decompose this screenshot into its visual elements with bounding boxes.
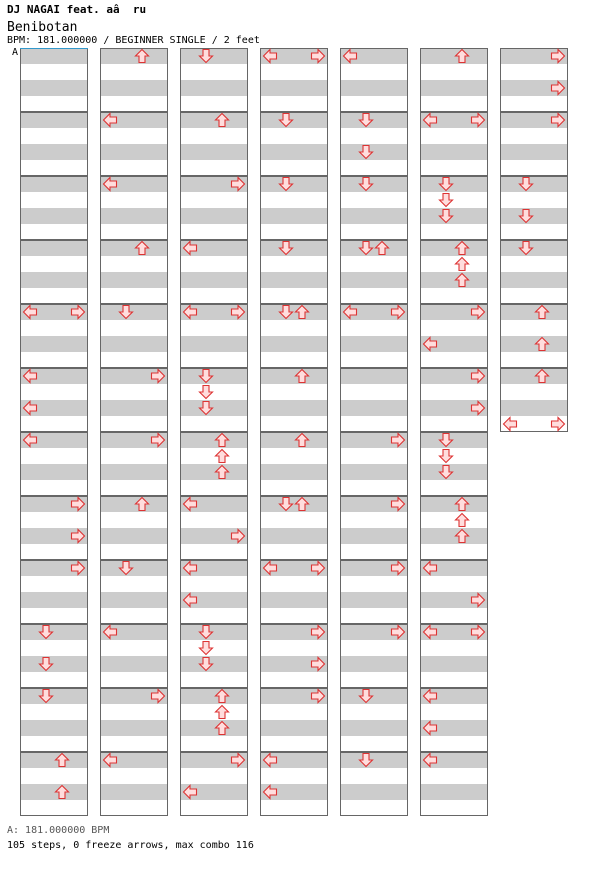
measure [180,432,248,496]
measure [180,368,248,432]
measure [100,304,168,368]
measure-stripe [340,528,408,544]
measure-stripe [100,784,168,800]
measure-stripe [340,336,408,352]
measure-stripe [100,592,168,608]
measure-stripe [100,272,168,288]
measure-stripe [180,400,248,416]
measure-stripe [180,624,248,640]
measure-stripe [100,144,168,160]
measure [340,240,408,304]
measure-stripe [180,688,248,704]
measure [420,496,488,560]
measure-stripe [500,272,568,288]
measure-stripe [420,48,488,64]
measure-stripe [100,80,168,96]
measure [100,48,168,112]
measure-stripe [20,624,88,640]
measure-stripe [260,400,328,416]
measure [20,48,88,112]
measure-stripe [20,240,88,256]
song-title: Benibotan [7,20,78,35]
measure-stripe [100,656,168,672]
measure-stripe [100,48,168,64]
measure-stripe [260,368,328,384]
measure-stripe [20,48,88,64]
measure-stripe [100,240,168,256]
measure [20,176,88,240]
measure [20,688,88,752]
measure [260,304,328,368]
measure-stripe [260,720,328,736]
measure [100,496,168,560]
measure [260,432,328,496]
measure [420,432,488,496]
measure-stripe [180,368,248,384]
measure [260,112,328,176]
measure-stripe [20,272,88,288]
measure-stripe [420,656,488,672]
measure-stripe [100,304,168,320]
measure [340,688,408,752]
measure [340,752,408,816]
measure [420,48,488,112]
measure-stripe [500,240,568,256]
measure-stripe [180,432,248,448]
measure-stripe [340,112,408,128]
measure-stripe [420,464,488,480]
measure-stripe [20,176,88,192]
measure [340,176,408,240]
measure-stripe [180,48,248,64]
measure-stripe [100,400,168,416]
measure-stripe [260,304,328,320]
measure-stripe [20,464,88,480]
measure [20,752,88,816]
measure-stripe [20,336,88,352]
step-arrow-up [216,706,229,719]
measure-stripe [420,496,488,512]
measure-stripe [260,592,328,608]
measure-stripe [180,112,248,128]
measure-stripe [260,176,328,192]
measure-stripe [20,208,88,224]
measure [420,240,488,304]
measure-stripe [340,208,408,224]
measure-stripe [500,400,568,416]
measure-stripe [100,336,168,352]
measure-stripe [20,112,88,128]
measure-stripe [180,464,248,480]
step-arrow-up [456,258,469,271]
measure-stripe [340,176,408,192]
measure [500,240,568,304]
measure-stripe [260,528,328,544]
measure-stripe [500,304,568,320]
measure-stripe [340,688,408,704]
bpm-info: A: 181.000000 BPM [7,825,110,836]
step-arrow-down [440,450,453,463]
measure [260,496,328,560]
measure-stripe [100,496,168,512]
measure-stripe [340,464,408,480]
measure-stripe [260,432,328,448]
measure-stripe [260,144,328,160]
measure-stripe [180,80,248,96]
measure-stripe [20,592,88,608]
measure-stripe [340,368,408,384]
measure-stripe [340,240,408,256]
measure [20,112,88,176]
measure-stripe [20,720,88,736]
measure-stripe [100,528,168,544]
measure [100,560,168,624]
measure-stripe [260,208,328,224]
measure-stripe [260,80,328,96]
measure-stripe [260,336,328,352]
measure-stripe [180,720,248,736]
chart-stats: 105 steps, 0 freeze arrows, max combo 116 [7,840,254,851]
measure-stripe [500,208,568,224]
measure-stripe [180,144,248,160]
measure-stripe [420,528,488,544]
measure [260,240,328,304]
measure-stripe [420,240,488,256]
measure-stripe [340,784,408,800]
measure [500,304,568,368]
step-arrow-down [440,194,453,207]
measure-stripe [20,784,88,800]
measure-stripe [500,144,568,160]
measure-stripe [340,400,408,416]
measure [500,176,568,240]
measure-stripe [340,592,408,608]
measure-stripe [20,688,88,704]
measure-stripe [340,80,408,96]
measure-stripe [180,336,248,352]
measure-stripe [420,176,488,192]
measure [340,368,408,432]
measure-stripe [20,752,88,768]
measure-stripe [100,560,168,576]
measure-stripe [420,208,488,224]
measure-stripe [260,272,328,288]
measure-stripe [340,720,408,736]
measure-stripe [340,144,408,160]
bpm-marker-label: A [12,47,19,58]
measure [180,624,248,688]
measure-stripe [180,272,248,288]
measure [420,176,488,240]
measure [180,48,248,112]
measure-stripe [420,272,488,288]
measure-stripe [420,432,488,448]
measure-stripe [420,144,488,160]
measure-stripe [100,208,168,224]
measure-stripe [20,144,88,160]
measure-stripe [260,496,328,512]
measure-stripe [260,240,328,256]
artist-name: DJ NAGAI feat. aâ ru [7,3,147,16]
measure-stripe [180,656,248,672]
measure [260,368,328,432]
measure-stripe [180,208,248,224]
measure-stripe [420,784,488,800]
measure [340,112,408,176]
step-arrow-down [200,642,213,655]
measure-stripe [340,752,408,768]
measure [20,240,88,304]
measure-stripe [100,720,168,736]
measure [180,112,248,176]
measure-stripe [260,112,328,128]
measure-stripe [340,656,408,672]
measure [180,688,248,752]
measure [20,624,88,688]
measure-stripe [100,464,168,480]
measure-stripe [420,80,488,96]
measure-stripe [20,656,88,672]
step-arrow-down [200,386,213,399]
measure-stripe [500,176,568,192]
measure [100,240,168,304]
measure-stripe [500,336,568,352]
step-arrow-right [552,418,565,431]
step-arrow-up [216,450,229,463]
chart-meta: BPM: 181.000000 / BEGINNER SINGLE / 2 feet [7,35,260,46]
measure-stripe [340,272,408,288]
measure-stripe [500,368,568,384]
measure-stripe [260,464,328,480]
step-arrow-left [504,418,517,431]
measure [260,176,328,240]
step-arrow-up [456,514,469,527]
measure-stripe [20,80,88,96]
